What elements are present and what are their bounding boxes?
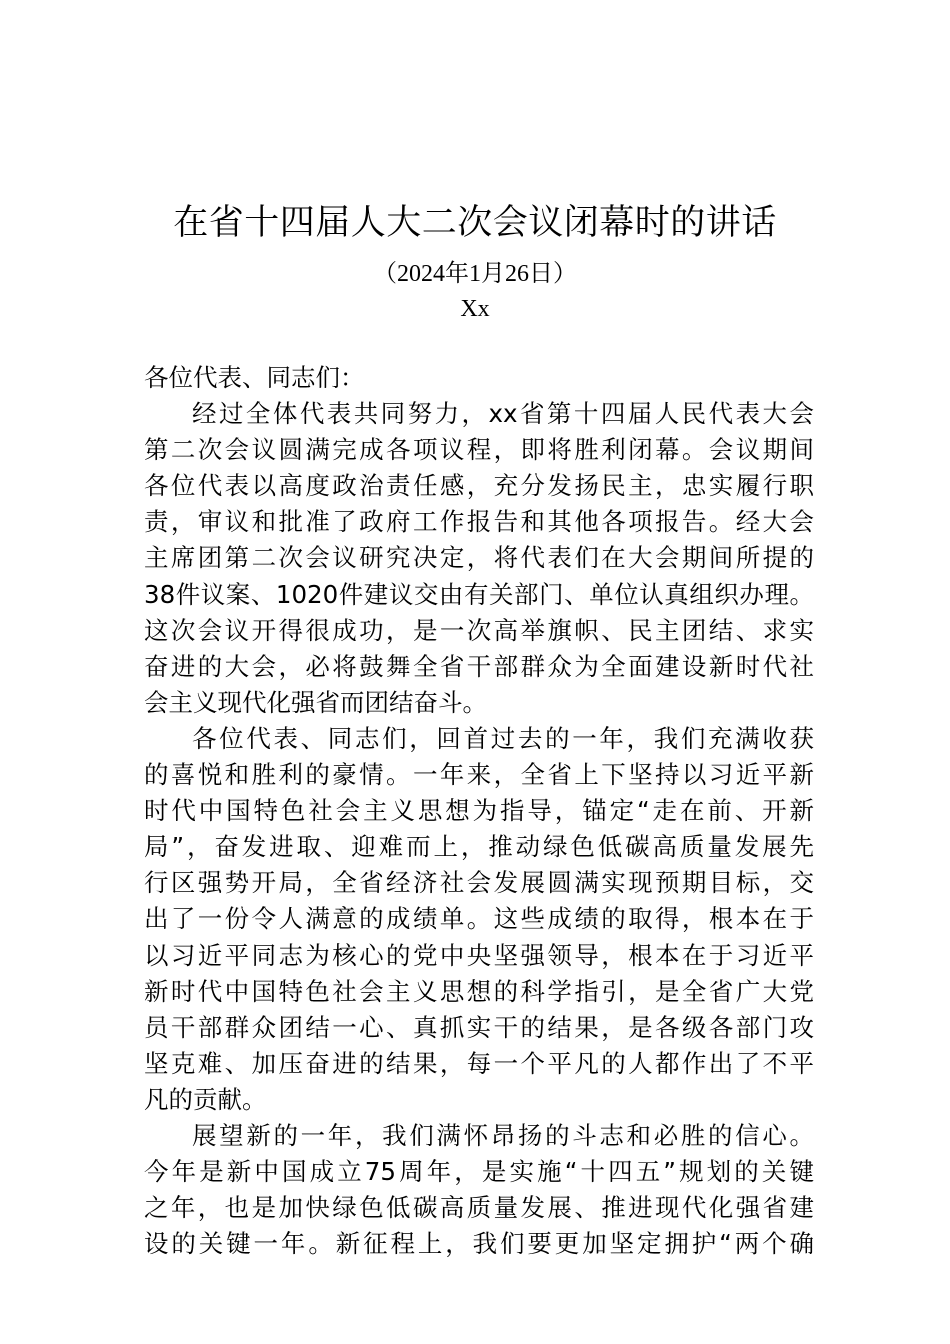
paragraph-line: 的喜悦和胜利的豪情。一年来，全省上下坚持以习近平新 [144,760,814,790]
paragraph-line: 出了一份令人满意的成绩单。这些成绩的取得，根本在于 [144,904,814,934]
paragraph-line: 凡的贡献。 [144,1084,267,1114]
document-title: 在省十四届人大二次会议闭幕时的讲话 [173,203,777,243]
paragraph-line: 设的关键一年。新征程上，我们要更加坚定拥护“两个确 [144,1229,814,1259]
paragraph-line: 主席团第二次会议研究决定，将代表们在大会期间所提的 [144,543,814,573]
paragraph-2 [144,721,814,1118]
document-body [144,360,814,1262]
paragraph-line: 责，审议和批准了政府工作报告和其他各项报告。经大会 [144,507,814,537]
paragraph-line: 行区强势开局，全省经济社会发展圆满实现预期目标，交 [144,868,814,898]
paragraph-line: 各位代表以高度政治责任感，充分发扬民主，忠实履行职 [144,471,814,501]
paragraph-line: 第二次会议圆满完成各项议程，即将胜利闭幕。会议期间 [144,435,814,465]
paragraph-line: 经过全体代表共同努力，xx省第十四届人民代表大会 [192,399,814,429]
paragraph-line: 局”，奋发进取、迎难而上，推动绿色低碳高质量发展先 [144,832,814,862]
paragraph-line: 这次会议开得很成功，是一次高举旗帜、民主团结、求实 [144,615,814,645]
paragraph-line: 员干部群众团结一心、真抓实干的结果，是各级各部门攻 [144,1012,814,1042]
paragraph-line: 奋进的大会，必将鼓舞全省干部群众为全面建设新时代社 [144,651,814,681]
paragraph-line: 坚克难、加压奋进的结果，每一个平凡的人都作出了不平 [144,1048,814,1078]
paragraph-line: 新时代中国特色社会主义思想的科学指引，是全省广大党 [144,976,814,1006]
paragraph-line: 展望新的一年，我们满怀昂扬的斗志和必胜的信心。 [192,1120,814,1150]
paragraph-line: 之年，也是加快绿色低碳高质量发展、推进现代化强省建 [144,1193,814,1223]
paragraph-line: 各位代表、同志们，回首过去的一年，我们充满收获 [192,723,814,753]
paragraph-line: 会主义现代化强省而团结奋斗。 [144,687,487,717]
paragraph-line: 以习近平同志为核心的党中央坚强领导，根本在于习近平 [144,940,814,970]
paragraph-line: 38件议案、1020件建议交由有关部门、单位认真组织办理。 [144,579,814,609]
paragraph-1 [144,396,814,721]
paragraph-3 [144,1118,814,1262]
document-date: （2024年1月26日） [373,261,577,287]
document-author: Xx [460,296,490,322]
paragraph-line: 今年是新中国成立75周年，是实施“十四五”规划的关键 [144,1157,814,1187]
paragraph-line: 时代中国特色社会主义思想为指导，锚定“走在前、开新 [144,796,814,826]
salutation: 各位代表、同志们： [144,363,365,392]
